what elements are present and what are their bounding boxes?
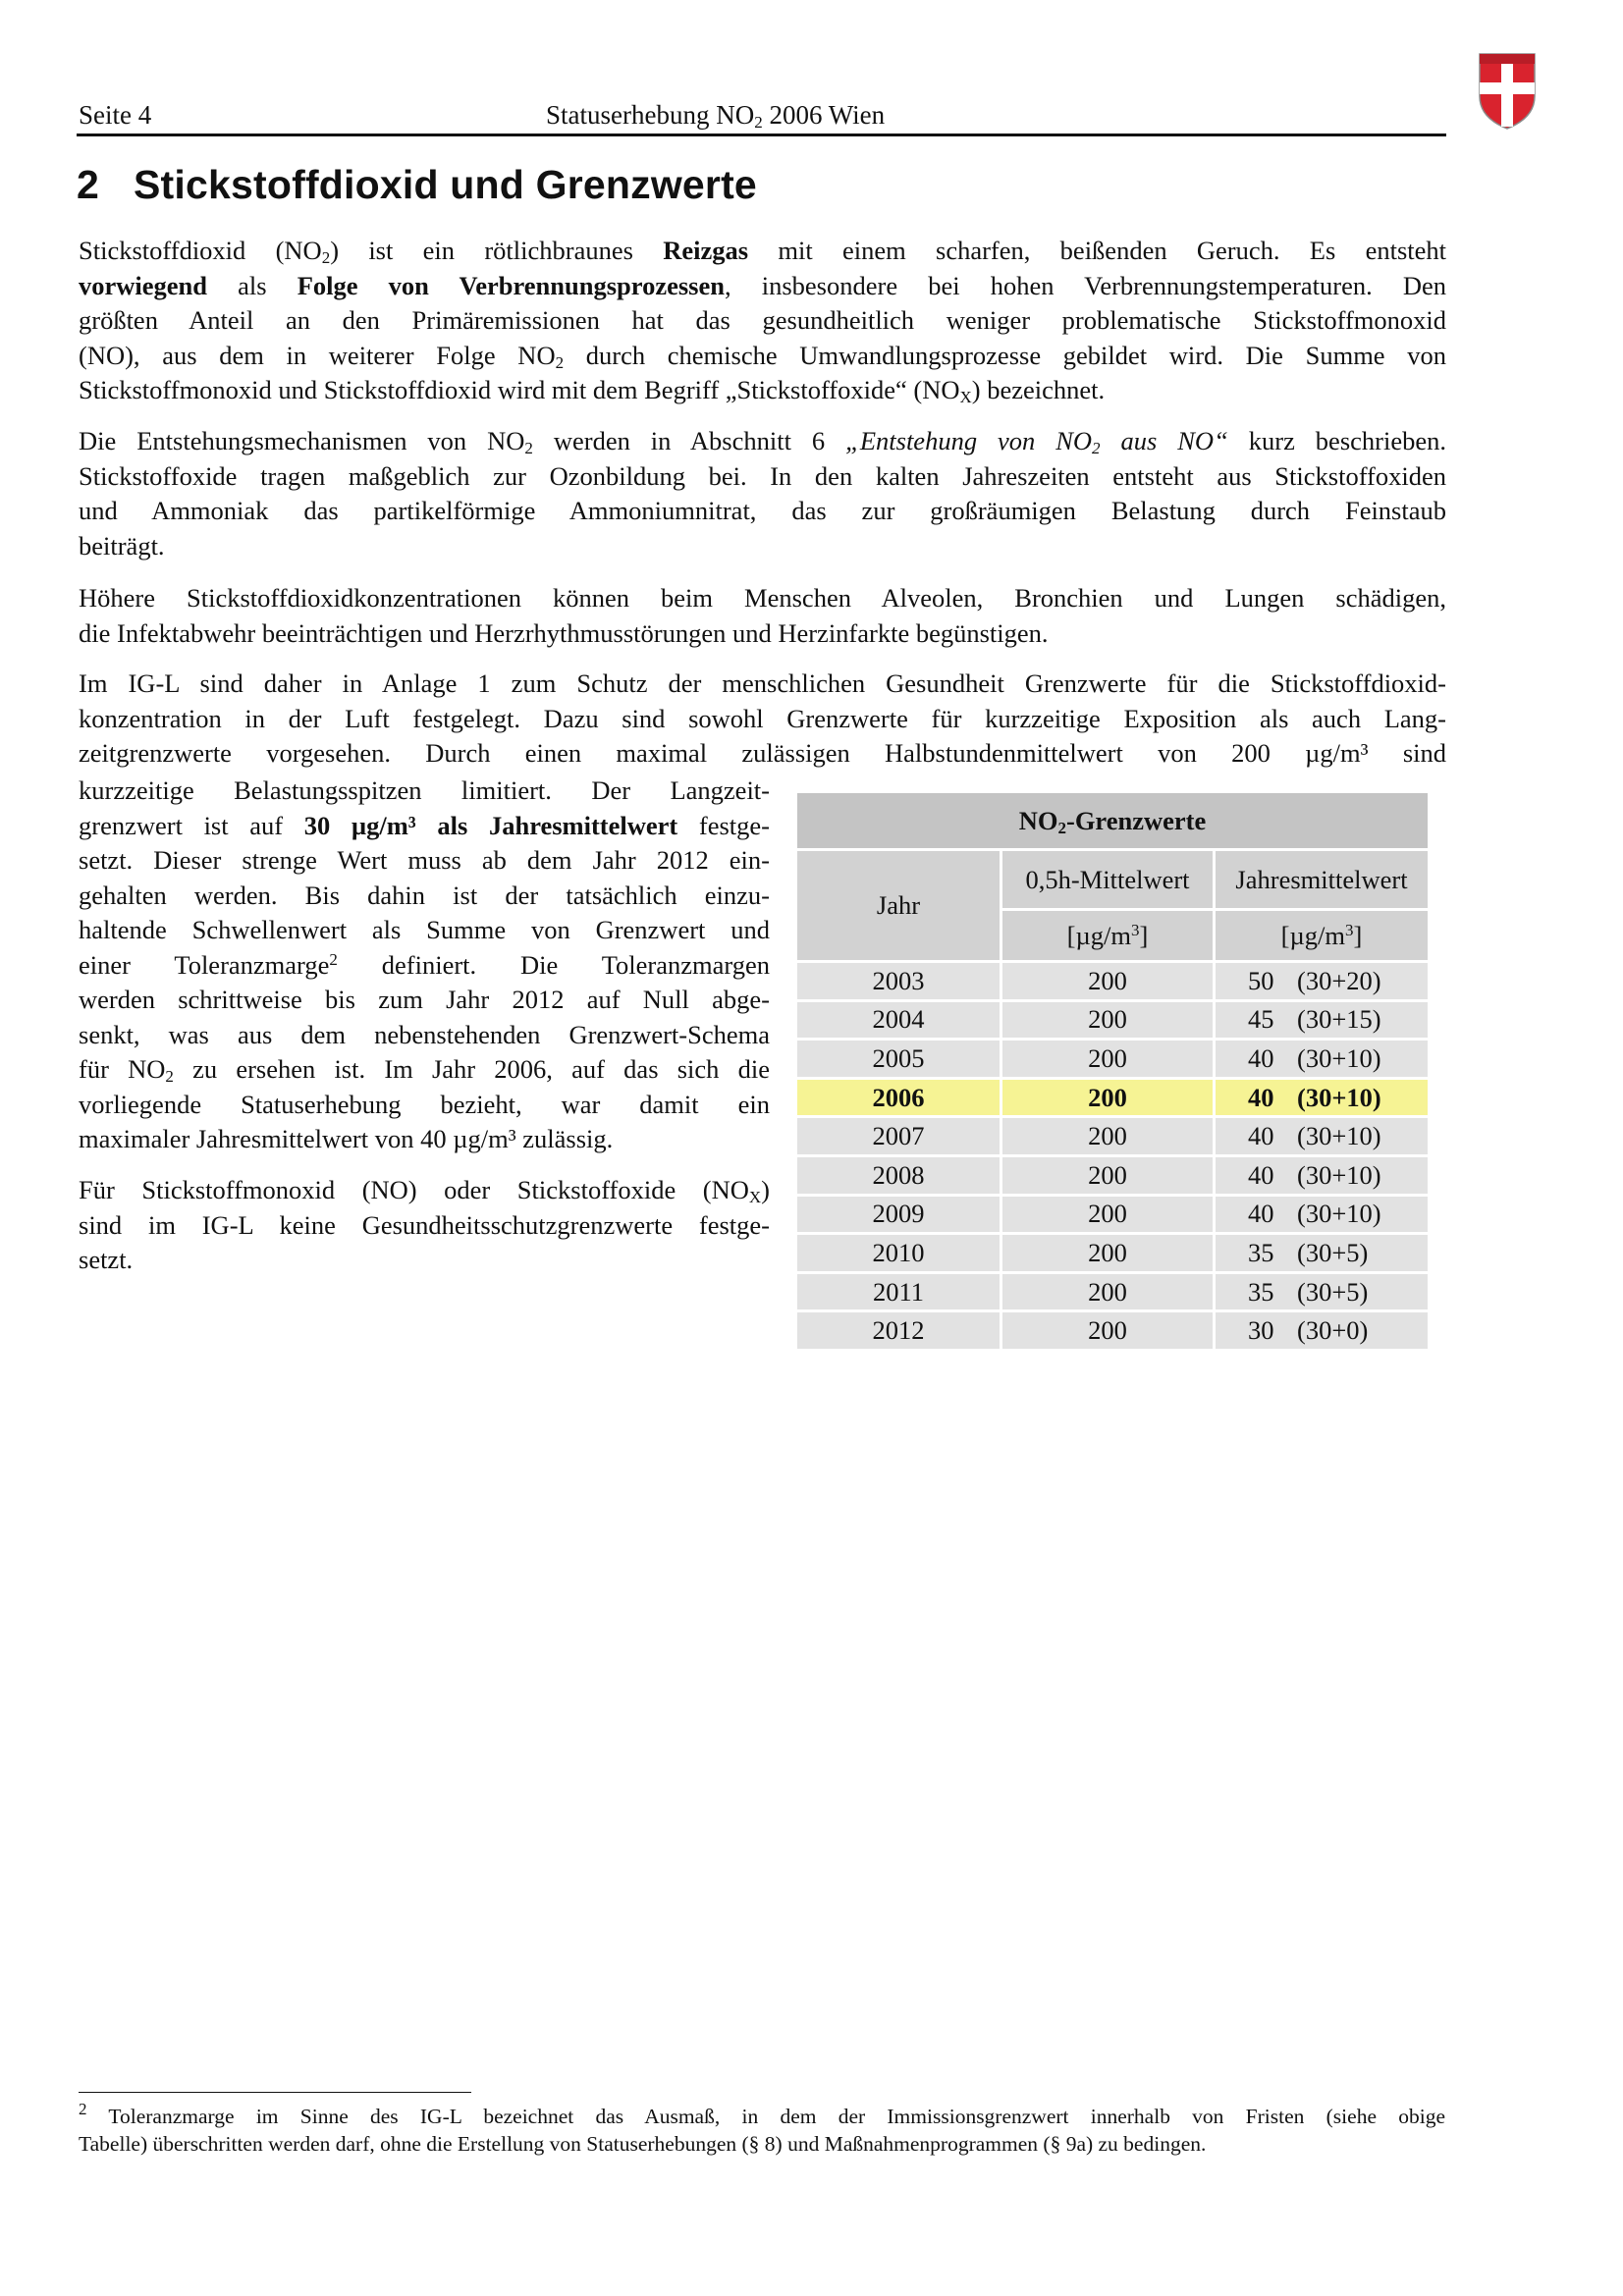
column-header-half-hour: 0,5h-Mittelwert (1002, 851, 1213, 908)
footnote: $^2$ Toleranzmarge im Sinne des IG-L bezeichnet das Ausmaß, in dem der Immissionsgrenzwert innerhalb von Fristen (siehe obige Tabelle) überschritten werden darf, ohne die Erstellung von Statuserhebungen (§ 8) und Maßnahmenprogrammen (§ 9a) zu bedingen. (79, 2100, 1445, 2156)
page-header (77, 98, 1446, 136)
unit-half-hour: $[\mu g/m^3]$ (1002, 911, 1213, 960)
section-heading: 2 Stickstoffdioxid und Grenzwerte (77, 162, 757, 207)
no2-limits-table (794, 790, 1431, 1352)
table-row: 2012 200 30 (30+0) (797, 1312, 1428, 1349)
paragraph-tolerance: kurzzeitige Belastungsspitzen limitiert. Der Langzeit- grenzwert ist auf 30 µg/m³ als Jahresmittelwert festge- setzt. Dieser strenge Wert muss ab dem Jahr 2012 ein- gehalten werden. Bis dahin ist der tatsächlich einzu- haltende Schwellenwert als Summe von Grenzwert und einer Toleranzmarge$^2$ definiert. Die Toleranzmargen werden schrittweise bis zum Jahr 2012 auf Null abge- senkt, was aus dem nebenstehenden Grenzwert-Schema für $NO_2$ zu ersehen ist. Im Jahr 2006, auf das sich die vorliegende Statuserhebung bezieht, war damit ein maximaler Jahresmittelwert von 40 µg/m³ zulässig. (79, 775, 770, 1153)
table-row: 2005 200 40 (30+10) (797, 1041, 1428, 1077)
vienna-coat-of-arms-icon (1479, 53, 1536, 130)
running-title: Statuserhebung $NO_2$ 2006 Wien (546, 100, 886, 132)
paragraph-health-effects: Höhere Stickstoffdioxidkonzentrationen können beim Menschen Alveolen, Bronchien und Lungen schädigen, die Infektabwehr beeinträchtigen und Herzrhythmusstörungen und Herzinfarkte begünstigen. (79, 583, 1446, 648)
table-row-highlighted: 2006 200 40 (30+10) (797, 1080, 1428, 1116)
paragraph-igl-limits: Im IG-L sind daher in Anlage 1 zum Schutz der menschlichen Gesundheit Grenzwerte für die Stickstoffdioxid- konzentration in der Luft festgelegt. Dazu sind sowohl Grenzwerte für kurzzeitige Exposition als auch Lang- zeitgrenzwerte vorgesehen. Durch einen maximal zulässigen Halbstundenmittelwert von 200 µg/m³ sind (79, 668, 1446, 768)
table-title: $NO_2$-Grenzwerte (797, 793, 1428, 848)
table-row: 2003 200 50 (30+20) (797, 963, 1428, 999)
table-row: 2004 200 45 (30+15) (797, 1002, 1428, 1039)
column-header-annual: Jahresmittelwert (1216, 851, 1428, 908)
table-row: 2008 200 40 (30+10) (797, 1157, 1428, 1194)
table-row: 2010 200 35 (30+5) (797, 1235, 1428, 1271)
column-header-year: Jahr (797, 851, 1000, 960)
page-number: Seite 4 (79, 100, 152, 130)
footnote-divider (79, 2092, 471, 2093)
unit-annual: $[\mu g/m^3]$ (1216, 911, 1428, 960)
paragraph-mechanisms: Die Entstehungsmechanismen von $NO_2$ werden in Abschnitt 6 „Entstehung von $NO_2$ aus NO“ kurz beschrieben. Stickstoffoxide tragen maßgeblich zur Ozonbildung bei. In den kalten Jahreszeiten entsteht aus Stickstoffoxiden und Ammoniak das partikelförmige Ammoniumnitrat, das zur großräumigen Belastung durch Feinstaub beiträgt. (79, 426, 1446, 561)
table-row: 2011 200 35 (30+5) (797, 1274, 1428, 1310)
table-row: 2009 200 40 (30+10) (797, 1197, 1428, 1233)
paragraph-no-limits: Für Stickstoffmonoxid (NO) oder Stickstoffoxide $(NO_X)$ sind im IG-L keine Gesundheitsschutzgrenzwerte festge- setzt. (79, 1175, 770, 1274)
paragraph-intro: Stickstoffdioxid $(NO_2)$ ist ein rötlichbraunes Reizgas mit einem scharfen, beißenden Geruch. Es entsteht vorwiegend als Folge von Verbrennungsprozessen, insbesondere bei hohen Verbrennungstemperaturen. Den größten Anteil an den Primäremissionen hat das gesundheitlich weniger problematische Stickstoffmonoxid (NO), aus dem in weiterer Folge $NO_2$ durch chemische Umwandlungsprozesse gebildet wird. Die Summe von Stickstoffmonoxid und Stickstoffdioxid wird mit dem Begriff „Stickstoffoxide“ $(NO_X)$ bezeichnet. (79, 236, 1446, 406)
table-row: 2007 200 40 (30+10) (797, 1118, 1428, 1154)
